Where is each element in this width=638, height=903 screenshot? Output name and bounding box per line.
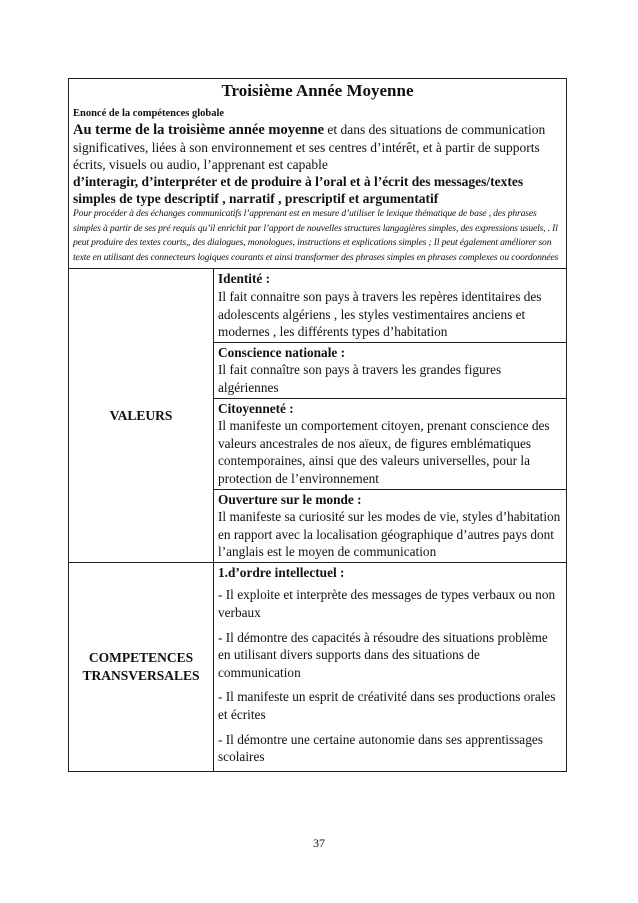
- valeur-title: Identité :: [218, 271, 271, 287]
- valeur-title: Citoyenneté :: [218, 400, 294, 416]
- closing-bold-text: d’interagir, d’interpréter et de produire à l’oral et à l’écrit des messages/textes simples de type descriptif , narratif , prescriptif et argumentatif: [73, 174, 524, 206]
- valeur-citoyennete: [214, 399, 566, 490]
- valeur-text: Il fait connaitre son pays à travers les repères identitaires des adolescents algériens , les styles vestimentaires anciens et modernes , les différents types d’habitation: [218, 288, 542, 340]
- competences-title: 1.d’ordre intellectuel :: [218, 564, 345, 580]
- valeur-ouverture: [214, 490, 566, 562]
- header-cell: [69, 79, 566, 269]
- valeur-title: Conscience nationale :: [218, 344, 346, 360]
- page-number: 37: [313, 836, 325, 850]
- competence-item: - Il démontre des capacités à résoudre des situations problème en utilisant divers supports dans des situations de communication: [218, 629, 548, 680]
- valeur-identite: [214, 269, 566, 342]
- valeurs-row: [69, 269, 566, 563]
- lead-bold: Au terme de la troisième année moyenne: [73, 122, 325, 138]
- competences-label: [69, 563, 214, 771]
- curriculum-table: [68, 78, 567, 772]
- valeur-conscience-nationale: [214, 343, 566, 399]
- italic-description: Pour procéder à des échanges communicatifs l’apprenant est en mesure d’utiliser le lexique thématique de base , des phrases simples à partir de ses pré requis qu’il enrichit par l’apport de nouvelles structures langagières simples, des expressions usuels, . Il peut produire des textes courts,, des dialogues, monologues, instructions et explications simples ; Il peut également améliorer son texte en utilisant des connecteurs logiques courants et ainsi transformer des phrases simples en phrases complexes ou coordonnées: [73, 208, 559, 263]
- valeur-text: Il fait connaître son pays à travers les grandes figures algériennes: [218, 362, 502, 395]
- competences-label-line1: COMPETENCES: [88, 649, 194, 665]
- valeurs-label: VALEURS: [69, 269, 214, 562]
- competence-item: - Il manifeste un esprit de créativité dans ses productions orales et écrites: [218, 689, 556, 723]
- global-competence-text: [73, 121, 562, 173]
- competence-item: - Il exploite et interprète des messages de types verbaux ou non verbaux: [218, 587, 556, 621]
- competences-items: [214, 563, 566, 771]
- page-title: Troisième Année Moyenne: [221, 81, 414, 100]
- lead-text: et dans des situations de communication significatives, liées à son environnement et ses centres d’intérêt, et à partir de supports écrits, visuels ou audio, l’apprenant est capable: [73, 122, 546, 172]
- valeurs-items: [214, 269, 566, 562]
- valeur-text: Il manifeste un comportement citoyen, prenant conscience des valeurs ancestrales de nos aïeux, de figures emblématiques contemporaines, ainsi que des valeurs universelles, pour la protection de l’environnement: [218, 418, 550, 486]
- valeur-title: Ouverture sur le monde :: [218, 491, 362, 507]
- competence-item: - Il démontre une certaine autonomie dans ses apprentissages scolaires: [218, 731, 543, 765]
- valeur-text: Il manifeste sa curiosité sur les modes de vie, styles d’habitation en rapport avec la localisation géographique d’autres pays dont l’anglais est le moyen de communication: [218, 509, 561, 560]
- enonce-label: Enoncé de la compétences globale: [73, 108, 225, 119]
- competences-row: [69, 563, 566, 771]
- competences-label-line2: TRANSVERSALES: [82, 667, 200, 683]
